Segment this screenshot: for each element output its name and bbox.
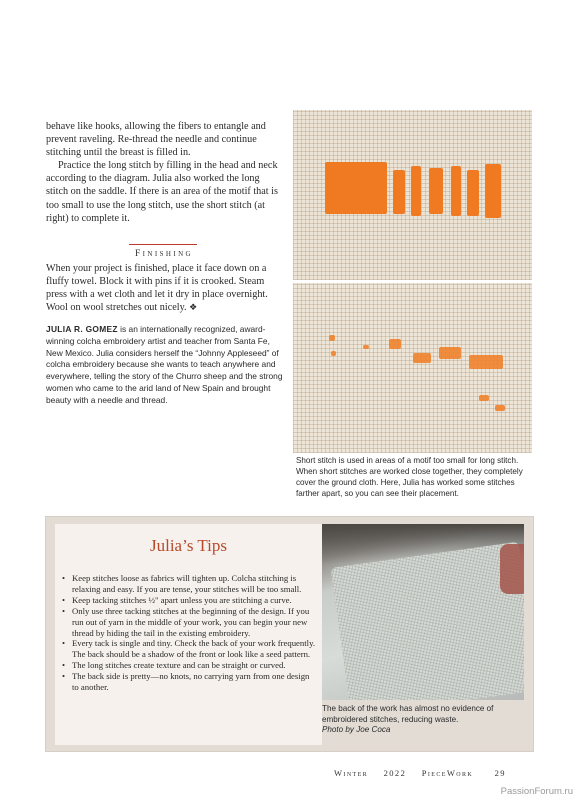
list-item: • Keep stitches loose as fabrics will tighten up. Colcha stitching is relaxing and easy. If you are tense, your stitches will be too small. — [62, 573, 318, 595]
tack-stitch — [363, 345, 369, 349]
photo-credit: Photo by Joe Coca — [322, 725, 391, 735]
tack-stitch — [413, 353, 431, 363]
stitch-column — [485, 164, 501, 218]
finishing-text: When your project is finished, place it face down on a fluffy towel. Block it with pins if it is crooked. Steam press with a wet cloth and let it dry in place overnight. Wool on wool stretches out nicely. — [46, 263, 268, 314]
footer-season: Winter — [334, 768, 369, 778]
body-paragraph: Practice the long stitch by filling in the head and neck according to the diagram. Julia also worked the long stitch on the saddle. If there is an area of the motif that is too small to use the long stitch, use the short stitch (at right) to complete it. — [46, 160, 278, 224]
stitch-column — [393, 170, 405, 214]
watermark: PassionForum.ru — [500, 786, 573, 797]
section-rule — [129, 244, 197, 245]
tips-photo-caption — [322, 704, 527, 736]
tips-title: Julia’s Tips — [149, 536, 227, 555]
list-item: • Keep tacking stitches ½" apart unless you are stitching a curve. — [62, 595, 318, 606]
photo-caption: Short stitch is used in areas of a motif too small for long stitch. When short stitches are worked close together, they completely cover the ground cloth. Here, Julia has worked some stitches farther apart, so you can see their placement. — [296, 456, 523, 498]
list-item: • Every tack is single and tiny. Check the back of your work frequently. The back should be a shadow of the front or look like a seed pattern. — [62, 638, 318, 660]
tack-stitch — [495, 405, 505, 411]
list-item: • The long stitches create texture and can be straight or curved. — [62, 660, 318, 671]
long-stitch-block — [325, 162, 387, 214]
photo-accent — [500, 544, 524, 594]
list-item: • The back side is pretty—no knots, no carrying yarn from one design to another. — [62, 671, 318, 693]
author-bio — [46, 324, 286, 407]
page-footer — [334, 768, 506, 778]
tack-stitch — [439, 347, 461, 359]
list-item: • Only use three tacking stitches at the beginning of the design. If you run out of yarn in the middle of your work, you can begin your new thread by hiding the tail in the existing embroidery. — [62, 606, 318, 639]
section-heading-finishing: Finishing — [135, 249, 193, 259]
page-number: 29 — [494, 768, 506, 778]
stitch-column — [467, 170, 479, 216]
back-of-work-photo — [322, 524, 524, 700]
footer-year: 2022 — [383, 768, 407, 778]
body-paragraph: behave like hooks, allowing the fibers to entangle and prevent raveling. Re-thread the needle and continue stitching until the breast is filled in. — [46, 121, 266, 159]
tack-stitch — [389, 339, 401, 349]
stitch-column — [451, 166, 461, 216]
finishing-paragraph — [46, 262, 282, 314]
end-mark-icon: ❖ — [189, 302, 198, 313]
short-stitch-photo-bottom — [293, 283, 532, 453]
caption-text: The back of the work has almost no evidence of embroidered stitches, reducing waste. — [322, 704, 494, 724]
cloth-texture — [330, 542, 524, 700]
tack-stitch — [479, 395, 489, 401]
tack-stitch — [331, 351, 336, 356]
tips-list — [62, 573, 318, 693]
article-body — [46, 120, 282, 225]
short-stitch-photo-top — [293, 110, 532, 280]
footer-magazine: PieceWork — [421, 768, 474, 778]
stitch-column — [411, 166, 421, 216]
tack-stitch — [469, 355, 503, 369]
tack-stitch — [329, 335, 335, 341]
author-name: JULIA R. GOMEZ — [46, 324, 118, 334]
bio-text: is an internationally recognized, award-winning colcha embroidery artist and teacher from Santa Fe, New Mexico. Julia considers herself the “Johnny Appleseed” of colcha embroidery because she wants to teach anywhere and everywhere, telling the story of the Churro sheep and the strong women who came to the arid land of New Spain and brought beauty with a needle and thread. — [46, 324, 283, 405]
stitch-column — [429, 168, 443, 214]
